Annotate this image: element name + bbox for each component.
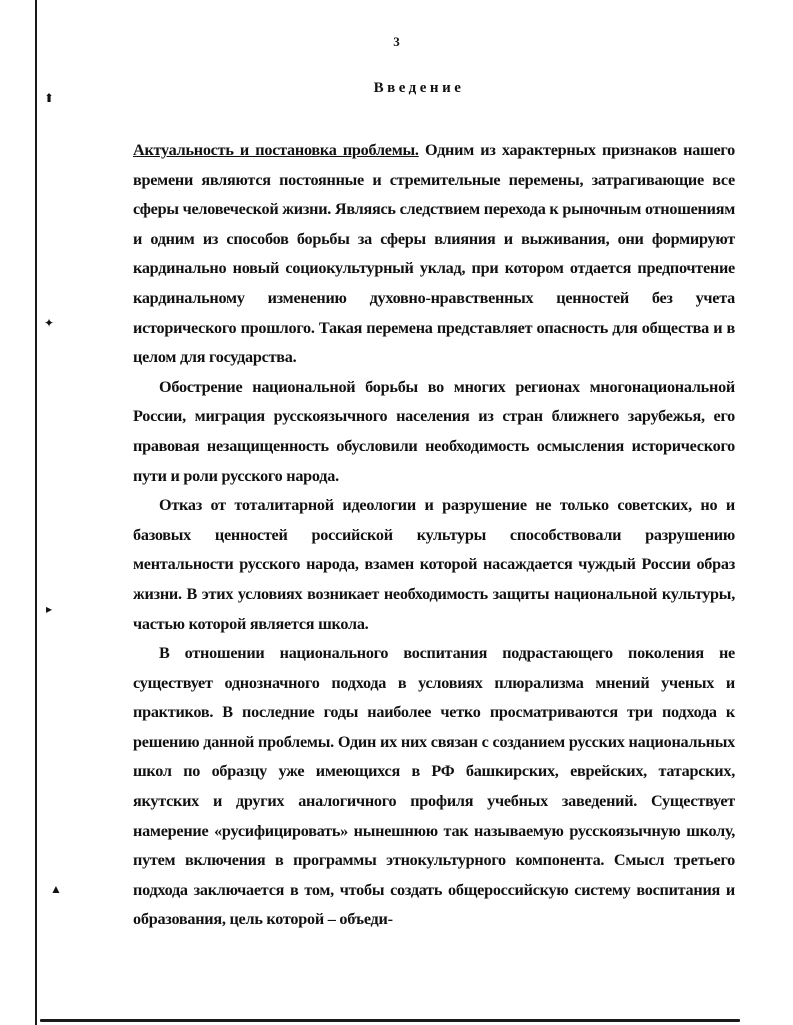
page-number: 3 [393,34,400,49]
paragraph-1-text: Одним из характерных признаков нашего времени являются постоянные и стремительные перемены, затрагивающие все сферы человеческой жизни. Являясь следствием перехода к рыночным отношениям и одним из способов борьбы за сферы влияния и выживания, они формируют кардинально новый социокультурный уклад, при котором отдается предпочтение кардинальному изменению духовно-нравственных ценностей без учета исторического прошлого. Такая перемена представляет опасность для общества и в целом для государства. [133,141,735,367]
paragraph-2: Обострение национальной борьбы во многих регионах многонациональной России, миграция русскоязычного населения из стран ближнего зарубежья, его правовая незащищенность обусловили необходимость осмысления исторического пути и роли русского народа. [133,377,735,485]
scan-mark-icon: ▸ [46,602,53,616]
scan-mark-icon: ✦ [44,316,55,330]
paragraph-4: В отношении национального воспитания подрастающего поколения не существует однозначного подхода в условиях плюрализма мнений ученых и практиков. В последние годы наиболее четко просматриваются три подхода к решению данной проблемы. Один их них связан с созданием русских национальных школ по образцу уже имеющихся в РФ башкирских, еврейских, татарских, якутских и других аналогичного профиля учебных заведений. Существует намерение «русифицировать» нынешнюю так называемую русскоязычную школу, путем включения в программы этнокультурного компонента. Смысл третьего подхода заключается в том, чтобы создать общероссийскую систему воспитания и образования, цель которой – объеди- [133,644,735,929]
paragraph-1 [133,136,735,373]
page-bottom-edge [40,1019,740,1022]
binding-edge-line [35,0,37,1025]
paragraph-3: Отказ от тоталитарной идеологии и разрушение не только советских, но и базовых ценностей российской культуры способствовали разрушению ментальности русского народа, взамен которой насаждается чуждый России образ жизни. В этих условиях возникает необходимость защиты национальной культуры, частью которой является школа. [133,496,735,633]
scan-mark-icon: ▲ [50,882,62,896]
page-title: Введение [373,80,465,96]
section-heading: Актуальность и постановка проблемы. [133,141,419,159]
document-body [133,136,735,935]
scan-mark-icon: ⬆ [44,91,55,105]
